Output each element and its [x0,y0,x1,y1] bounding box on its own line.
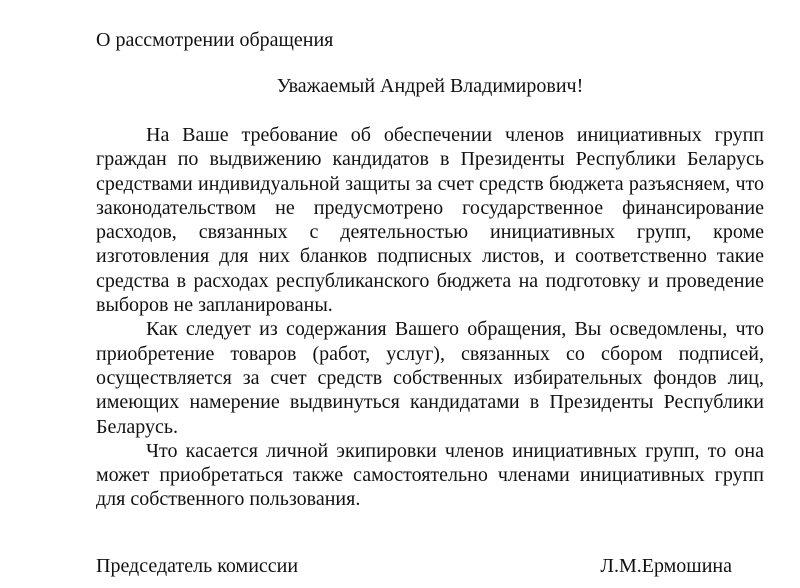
letter-salutation: Уважаемый Андрей Владимирович! [276,75,584,97]
body-paragraph-1: На Ваше требование об обеспечении членов инициативных групп граждан по выдвижению кандидатов в Президенты Республики Беларусь средствами индивидуальной защиты за счет средств бюджета разъясняем, что законодательством не предусмотрено государственное финансирование расходов, связанных с деятельностью инициативных групп, кроме изготовления для них бланков подписных листов, и соответственно такие средства в расходах республиканского бюджета на подготовку и проведение выборов не запланированы. [96,124,764,317]
body-paragraph-3: Что касается личной экипировки членов инициативных групп, то она может приобретаться также самостоятельно членами инициативных групп для собственного пользования. [96,439,764,511]
signatory-name: Л.М.Ермошина [600,555,732,577]
signatory-title: Председатель комиссии [96,555,299,577]
letter-subject: О рассмотрении обращения [96,29,334,51]
letter-body [96,123,764,512]
body-paragraph-2: Как следует из содержания Вашего обращения, Вы осведомлены, что приобретение товаров (работ, услуг), связанных со сбором подписей, осуществляется за счет средств собственных избирательных фондов лиц, имеющих намерение выдвинуться кандидатами в Президенты Республики Беларусь. [96,318,764,438]
